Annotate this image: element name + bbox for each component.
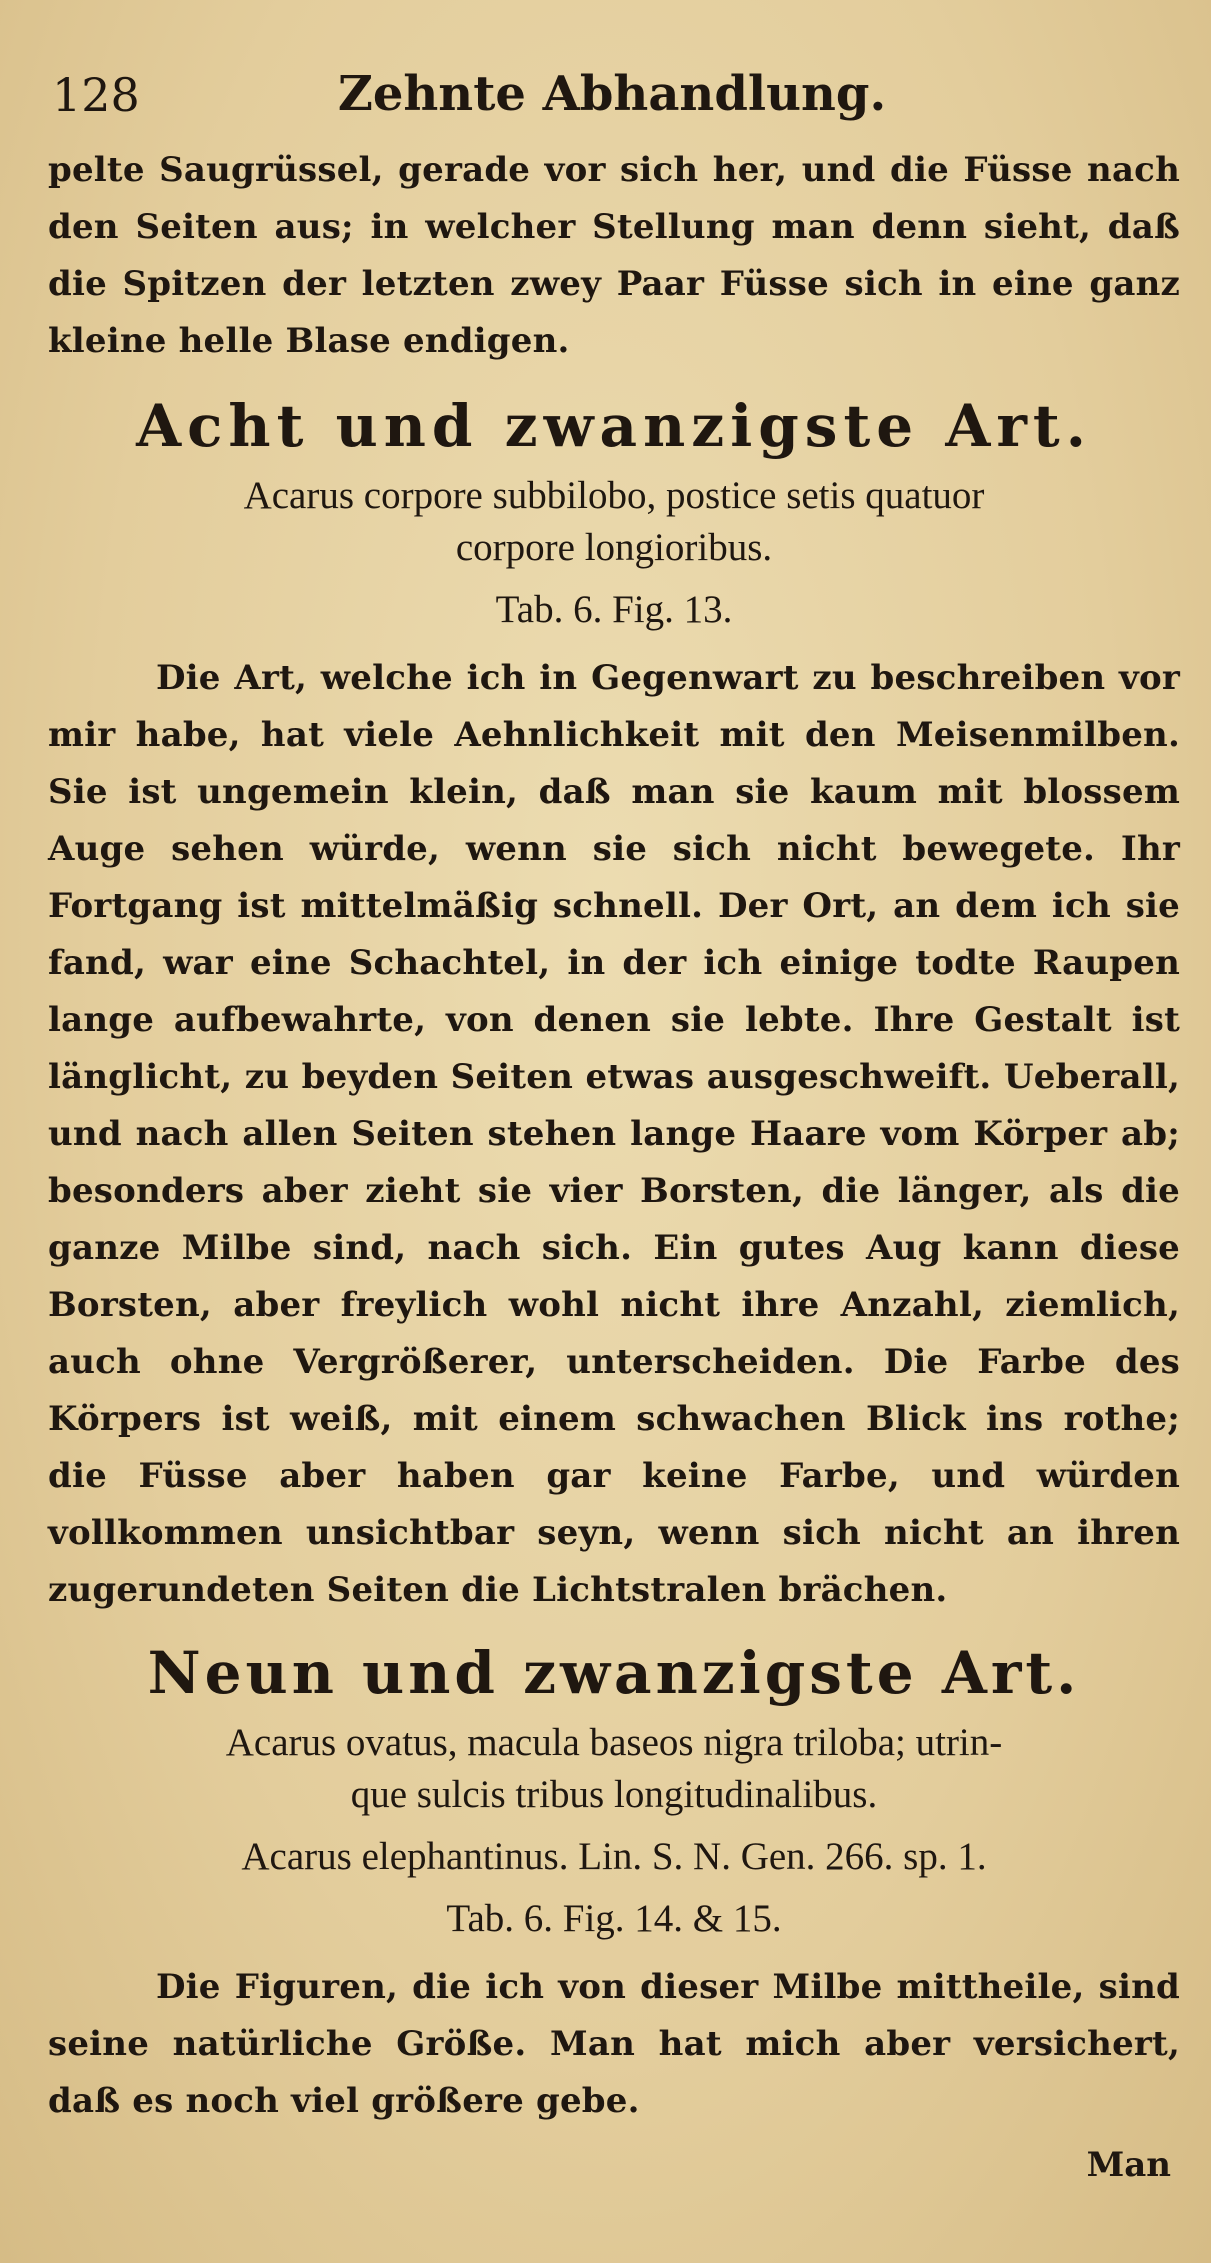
running-head [52, 62, 1172, 132]
figure-reference-29: Tab. 6. Fig. 14. & 15. [446, 1897, 782, 1940]
section-heading-28: Acht und zwanzigste Art. [136, 392, 1092, 460]
catchword: Man [1086, 2145, 1171, 2185]
linnaeus-reference-29: Acarus elephantinus. Lin. S. N. Gen. 266. sp. 1. [241, 1835, 987, 1878]
latin-diagnosis-28-line2: corpore longioribus. [455, 526, 773, 569]
page-number: 128 [52, 68, 140, 122]
paragraph-continued: pelte Saugrüssel, gerade vor sich her, und die Füsse nach den Seiten aus; in welcher Stellung man denn sieht, daß die Spitzen der letzten zwey Paar Füsse sich in eine ganz kleine helle Blase endigen. [48, 150, 1180, 361]
latin-diagnosis-29-line2: que sulcis tribus longitudinalibus. [350, 1773, 878, 1816]
section-heading-29: Neun und zwanzigste Art. [147, 1639, 1081, 1707]
latin-diagnosis-28-line1: Acarus corpore subbilobo, postice setis quatuor [243, 474, 985, 517]
latin-diagnosis-29-line1: Acarus ovatus, macula baseos nigra triloba; utrin- [225, 1721, 1003, 1764]
running-title: Zehnte Abhandlung. [337, 66, 887, 122]
page-body [48, 142, 1180, 2130]
paragraph-section-29: Die Figuren, die ich von dieser Milbe mittheile, sind seine natürliche Größe. Man hat mich aber versichert, daß es noch viel größere gebe. [48, 1967, 1180, 2121]
paragraph-section-28: Die Art, welche ich in Gegenwart zu beschreiben vor mir habe, hat viele Aehnlichkeit mit den Meisenmilben. Sie ist ungemein klein, daß man sie kaum mit blossem Auge sehen würde, wenn sie sich nicht bewegete. Ihr Fortgang ist mittelmäßig schnell. Der Ort, an dem ich sie fand, war eine Schachtel, in der ich einige todte Raupen lange aufbewahrte, von denen sie lebte. Ihre Gestalt ist länglicht, zu beyden Seiten etwas ausgeschweift. Ueberall, und nach allen Seiten stehen lange Haare vom Körper ab; besonders aber zieht sie vier Borsten, die länger, als die ganze Milbe sind, nach sich. Ein gutes Aug kann diese Borsten, aber freylich wohl nicht ihre Anzahl, ziemlich, auch ohne Vergrößerer, unterscheiden. Die Farbe des Körpers ist weiß, mit einem schwachen Blick ins rothe; die Füsse aber haben gar keine Farbe, und würden vollkommen unsichtbar seyn, wenn sich nicht an ihren zugerundeten Seiten die Lichtstralen brächen. [48, 658, 1180, 1610]
figure-reference-28: Tab. 6. Fig. 13. [495, 588, 733, 631]
